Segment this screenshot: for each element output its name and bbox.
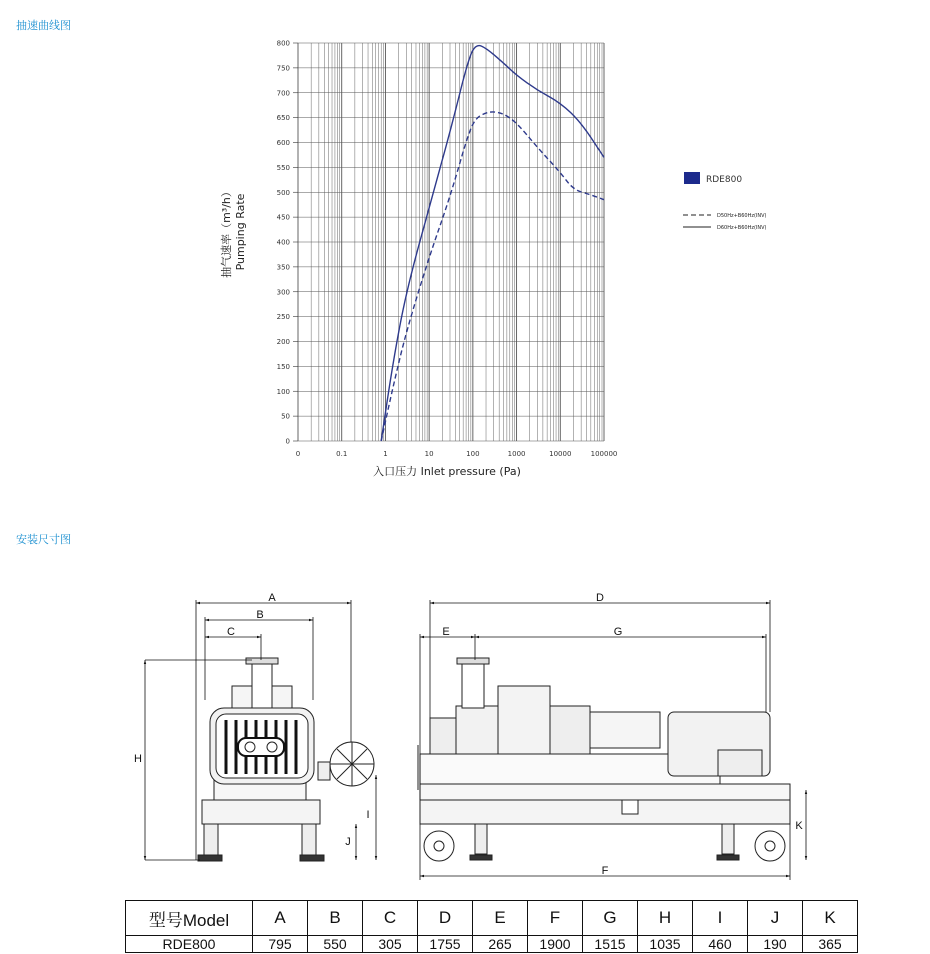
x-tick-label: 10000 [549, 450, 572, 458]
y-tick-label: 800 [276, 39, 290, 48]
x-tick-label: 100 [466, 450, 480, 458]
y-tick-labels [277, 40, 298, 446]
x-tick-label: 0.1 [336, 450, 348, 458]
y-tick-label: 700 [276, 89, 290, 98]
table-header: G [583, 901, 638, 936]
table-header: 型号Model [126, 901, 253, 936]
x-axis-label: 入口压力 Inlet pressure (Pa) [373, 465, 521, 478]
dimension-table [125, 900, 858, 953]
dim-label-f: F [601, 865, 609, 877]
install-section-title: 安装尺寸图 [16, 533, 71, 546]
legend-model-label: RDE800 [706, 175, 743, 185]
table-header: J [748, 901, 803, 936]
y-tick-label: 550 [276, 163, 290, 172]
table-header-row [126, 901, 858, 936]
dim-label-c: C [227, 626, 235, 638]
table-header: I [693, 901, 748, 936]
y-axis-label-cn: 抽气速率（m³/h） [220, 186, 233, 278]
table-cell: 550 [308, 936, 363, 953]
table-cell: 305 [363, 936, 418, 953]
series-line-solid [381, 46, 604, 441]
chart-series [381, 46, 604, 441]
y-tick-label: 650 [276, 114, 290, 123]
table-cell: 365 [803, 936, 858, 953]
y-axis-label-en: Pumping Rate [234, 193, 247, 271]
y-tick-label: 0 [285, 437, 290, 446]
table-header: D [418, 901, 473, 936]
dim-label-e: E [442, 626, 450, 638]
table-header: B [308, 901, 363, 936]
side-view [418, 658, 790, 861]
dim-label-a: A [268, 592, 276, 604]
y-tick-label: 600 [276, 139, 290, 147]
y-tick-label: 350 [276, 263, 290, 272]
table-cell: 1035 [638, 936, 693, 953]
table-cell: 190 [748, 936, 803, 953]
table-header: A [253, 901, 308, 936]
table-cell: 1515 [583, 936, 638, 953]
table-row [126, 936, 858, 953]
legend-model-swatch [684, 172, 700, 184]
x-tick-labels [296, 450, 618, 458]
x-tick-label: 1 [383, 450, 388, 458]
table-header: E [473, 901, 528, 936]
dim-label-j: J [345, 836, 351, 848]
legend-dashed-label: D50Hz+B60Hz(INV) [717, 213, 767, 219]
x-tick-label: 0 [295, 450, 301, 458]
y-tick-label: 100 [276, 387, 290, 396]
curve-section-title: 抽速曲线图 [16, 19, 71, 32]
y-tick-label: 450 [276, 213, 290, 222]
front-view [198, 658, 374, 861]
table-header: F [528, 901, 583, 936]
table-cell: 460 [693, 936, 748, 953]
series-line-dashed [381, 112, 604, 441]
table-cell: 265 [473, 936, 528, 953]
table-header: C [363, 901, 418, 936]
y-tick-label: 150 [276, 362, 290, 371]
table-cell: 1900 [528, 936, 583, 953]
x-tick-label: 1000 [507, 450, 526, 458]
x-tick-label: 10 [424, 450, 434, 458]
x-tick-label: 100000 [590, 450, 618, 458]
table-cell: 795 [253, 936, 308, 953]
dim-label-b: B [256, 609, 264, 621]
y-tick-label: 750 [276, 64, 290, 73]
y-tick-label: 50 [281, 412, 290, 421]
y-tick-label: 400 [276, 238, 290, 247]
dim-label-h: H [134, 753, 142, 765]
y-tick-label: 250 [276, 313, 290, 322]
legend-solid-label: D60Hz+B60Hz(INV) [717, 225, 767, 231]
table-header: K [803, 901, 858, 936]
installation-drawing [0, 560, 930, 885]
table-cell: 1755 [418, 936, 473, 953]
dim-label-g: G [613, 626, 623, 638]
y-tick-label: 300 [276, 288, 290, 297]
table-header: H [638, 901, 693, 936]
y-tick-label: 200 [276, 338, 290, 346]
y-tick-label: 500 [276, 188, 290, 197]
dim-label-d: D [596, 592, 604, 604]
table-cell: RDE800 [126, 936, 253, 953]
dim-label-i: I [366, 809, 370, 821]
dim-label-k: K [795, 820, 803, 832]
